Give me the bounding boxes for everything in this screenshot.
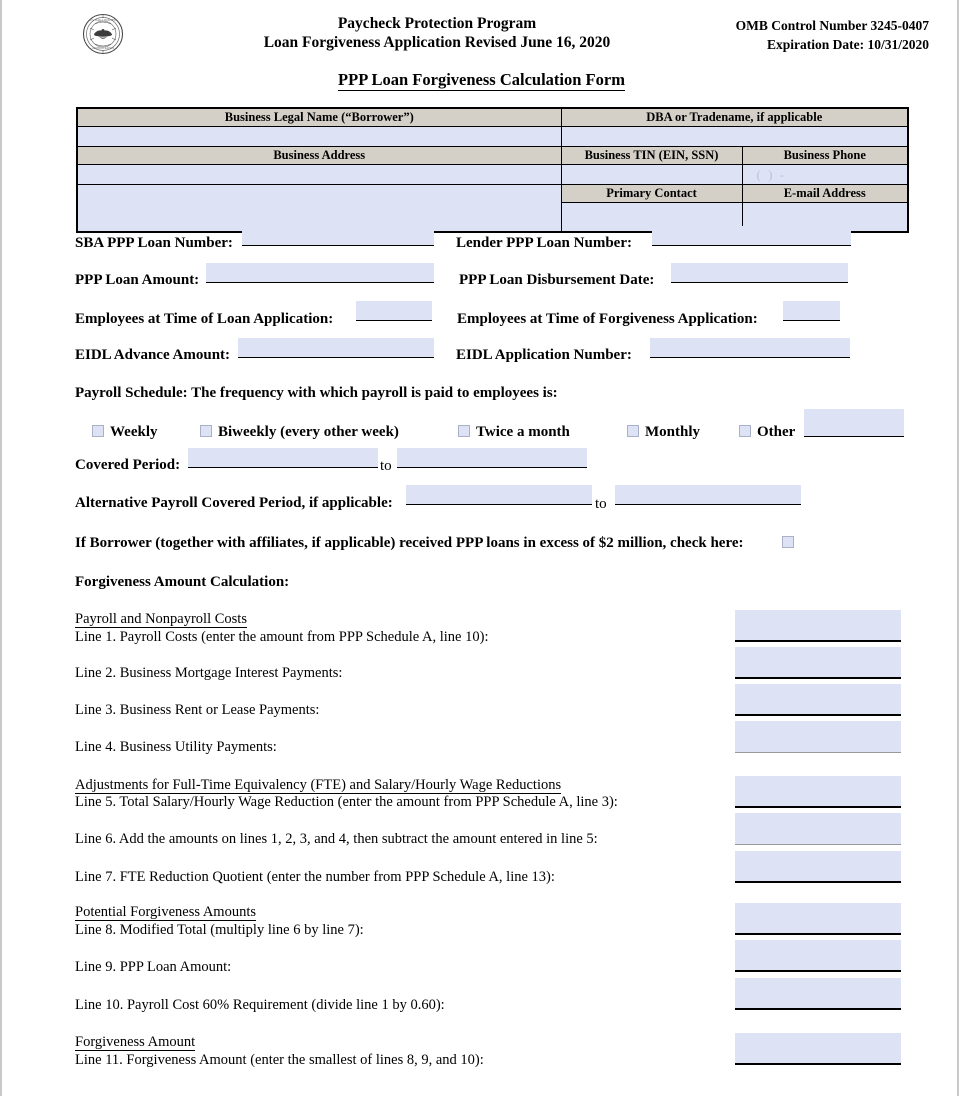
excess-two-million-label: If Borrower (together with affiliates, if applicable) received PPP loans in excess of $2 million, check here: [75,535,744,551]
lender-ppp-loan-number-label: Lender PPP Loan Number: [456,235,632,251]
line-7-label: Line 7. FTE Reduction Quotient (enter the number from PPP Schedule A, line 13): [75,869,555,885]
employees-at-loan-application-input[interactable] [356,301,432,321]
employees-at-loan-application-label: Employees at Time of Loan Application: [75,311,334,327]
eidl-advance-amount-input[interactable] [238,338,434,358]
document-header [2,0,957,66]
eidl-advance-amount-label: EIDL Advance Amount: [75,347,231,363]
business-legal-name-input[interactable] [77,127,561,147]
line-4-amount-input[interactable] [735,721,901,753]
page-title-text: PPP Loan Forgiveness Calculation Form [338,70,625,89]
employees-at-forgiveness-application-input[interactable] [783,301,840,321]
table-row [77,165,908,185]
section-heading-potential-forgiveness [75,905,256,920]
checkbox-monthly[interactable] [627,425,639,437]
sba-ppp-loan-number-input[interactable] [242,226,434,246]
line-10-label: Line 10. Payroll Cost 60% Requirement (divide line 1 by 0.60): [75,997,445,1013]
dba-header: DBA or Tradename, if applicable [561,108,908,127]
checkbox-label-other: Other [757,424,796,440]
business-phone-input[interactable] [742,165,908,185]
business-address-continued-input[interactable] [77,185,561,233]
table-row [77,147,908,165]
line-8-amount-input[interactable] [735,903,901,935]
program-title-line2: Loan Forgiveness Application Revised June 16, 2020 [263,34,611,51]
line-6-label: Line 6. Add the amounts on lines 1, 2, 3, and 4, then subtract the amount entered in line 5: [75,831,598,847]
checkbox-weekly[interactable] [92,425,104,437]
checkbox-excess-two-million[interactable] [782,536,794,548]
ppp-loan-amount-label: PPP Loan Amount: [75,272,200,288]
line-2-amount-input[interactable] [735,647,901,679]
email-header: E-mail Address [742,185,908,203]
covered-period-label: Covered Period: [75,457,181,473]
covered-period-start-input[interactable] [188,448,378,468]
omb-expiration-date: Expiration Date: 10/31/2020 [767,37,929,52]
payroll-schedule-other-input[interactable] [804,409,904,437]
business-tin-header: Business TIN (EIN, SSN) [561,147,742,165]
checkbox-label-weekly: Weekly [110,424,158,440]
primary-contact-header: Primary Contact [561,185,742,203]
line-11-label: Line 11. Forgiveness Amount (enter the smallest of lines 8, 9, and 10): [75,1052,484,1068]
line-10-amount-input[interactable] [735,978,901,1010]
business-tin-input[interactable] [561,165,742,185]
covered-period-to-label: to [380,458,392,474]
section-heading-text: Payroll and Nonpayroll Costs [75,611,247,627]
checkbox-twice-a-month[interactable] [458,425,470,437]
alternative-period-label: Alternative Payroll Covered Period, if applicable: [75,495,393,511]
section-heading-fte-adjustments [75,778,561,793]
line-1-label: Line 1. Payroll Costs (enter the amount from PPP Schedule A, line 10): [75,629,489,645]
document-title-block [232,14,642,52]
line-5-amount-input[interactable] [735,776,901,808]
omb-control-number: OMB Control Number 3245-0407 [735,18,929,33]
line-5-label: Line 5. Total Salary/Hourly Wage Reduction (enter the amount from PPP Schedule A, line 3): [75,794,618,810]
dba-input[interactable] [561,127,908,147]
line-7-amount-input[interactable] [735,851,901,883]
alternative-period-start-input[interactable] [406,485,592,505]
table-row [77,108,908,127]
business-phone-placeholder: ( ) - [756,166,786,182]
payroll-schedule-prompt: Payroll Schedule: The frequency with which payroll is paid to employees is: [75,385,558,401]
section-heading-forgiveness-amount [75,1035,195,1050]
line-4-label: Line 4. Business Utility Payments: [75,739,277,755]
line-11-amount-input[interactable] [735,1033,901,1065]
eidl-application-number-label: EIDL Application Number: [456,347,632,363]
lender-ppp-loan-number-input[interactable] [652,226,851,246]
ppp-loan-disbursement-date-label: PPP Loan Disbursement Date: [459,272,655,288]
sba-seal-icon [81,12,125,58]
employees-at-forgiveness-application-label: Employees at Time of Forgiveness Application: [457,311,758,327]
table-row [77,185,908,203]
business-address-input[interactable] [77,165,561,185]
section-heading-text: Forgiveness Amount [75,1034,196,1050]
section-heading-text: Adjustments for Full-Time Equivalency (FTE) and Salary/Hourly Wage Reductions [75,777,562,793]
checkbox-biweekly[interactable] [200,425,212,437]
line-9-amount-input[interactable] [735,940,901,972]
ppp-loan-amount-input[interactable] [206,263,434,283]
omb-block [736,16,929,54]
checkbox-label-biweekly: Biweekly (every other week) [218,424,399,440]
sba-ppp-loan-number-label: SBA PPP Loan Number: [75,235,233,251]
line-1-amount-input[interactable] [735,610,901,642]
page-title [2,70,959,90]
checkbox-label-monthly: Monthly [645,424,701,440]
section-heading-text: Potential Forgiveness Amounts [75,904,256,920]
line-6-amount-input[interactable] [735,813,901,845]
svg-text:U.S. SMALL BUSINESS: U.S. SMALL BUSINESS [89,19,117,22]
business-legal-name-header: Business Legal Name (“Borrower”) [77,108,561,127]
line-9-label: Line 9. PPP Loan Amount: [75,959,232,975]
line-3-label: Line 3. Business Rent or Lease Payments: [75,702,320,718]
checkbox-label-twice-a-month: Twice a month [476,424,570,440]
covered-period-end-input[interactable] [397,448,587,468]
checkbox-other[interactable] [739,425,751,437]
ppp-loan-disbursement-date-input[interactable] [671,263,848,283]
line-3-amount-input[interactable] [735,684,901,716]
borrower-identity-table [76,107,909,233]
table-row [77,127,908,147]
forgiveness-calculation-heading: Forgiveness Amount Calculation: [75,574,290,590]
alternative-period-end-input[interactable] [615,485,801,505]
business-phone-header: Business Phone [742,147,908,165]
section-heading-payroll-nonpayroll [75,612,247,627]
business-address-header: Business Address [77,147,561,165]
alternative-period-to-label: to [595,496,607,512]
line-8-label: Line 8. Modified Total (multiply line 6 by line 7): [75,922,364,938]
svg-text:ADMINISTRATION: ADMINISTRATION [91,47,115,50]
program-title-line1: Paycheck Protection Program [337,15,537,32]
line-2-label: Line 2. Business Mortgage Interest Payments: [75,665,343,681]
eidl-application-number-input[interactable] [650,338,850,358]
